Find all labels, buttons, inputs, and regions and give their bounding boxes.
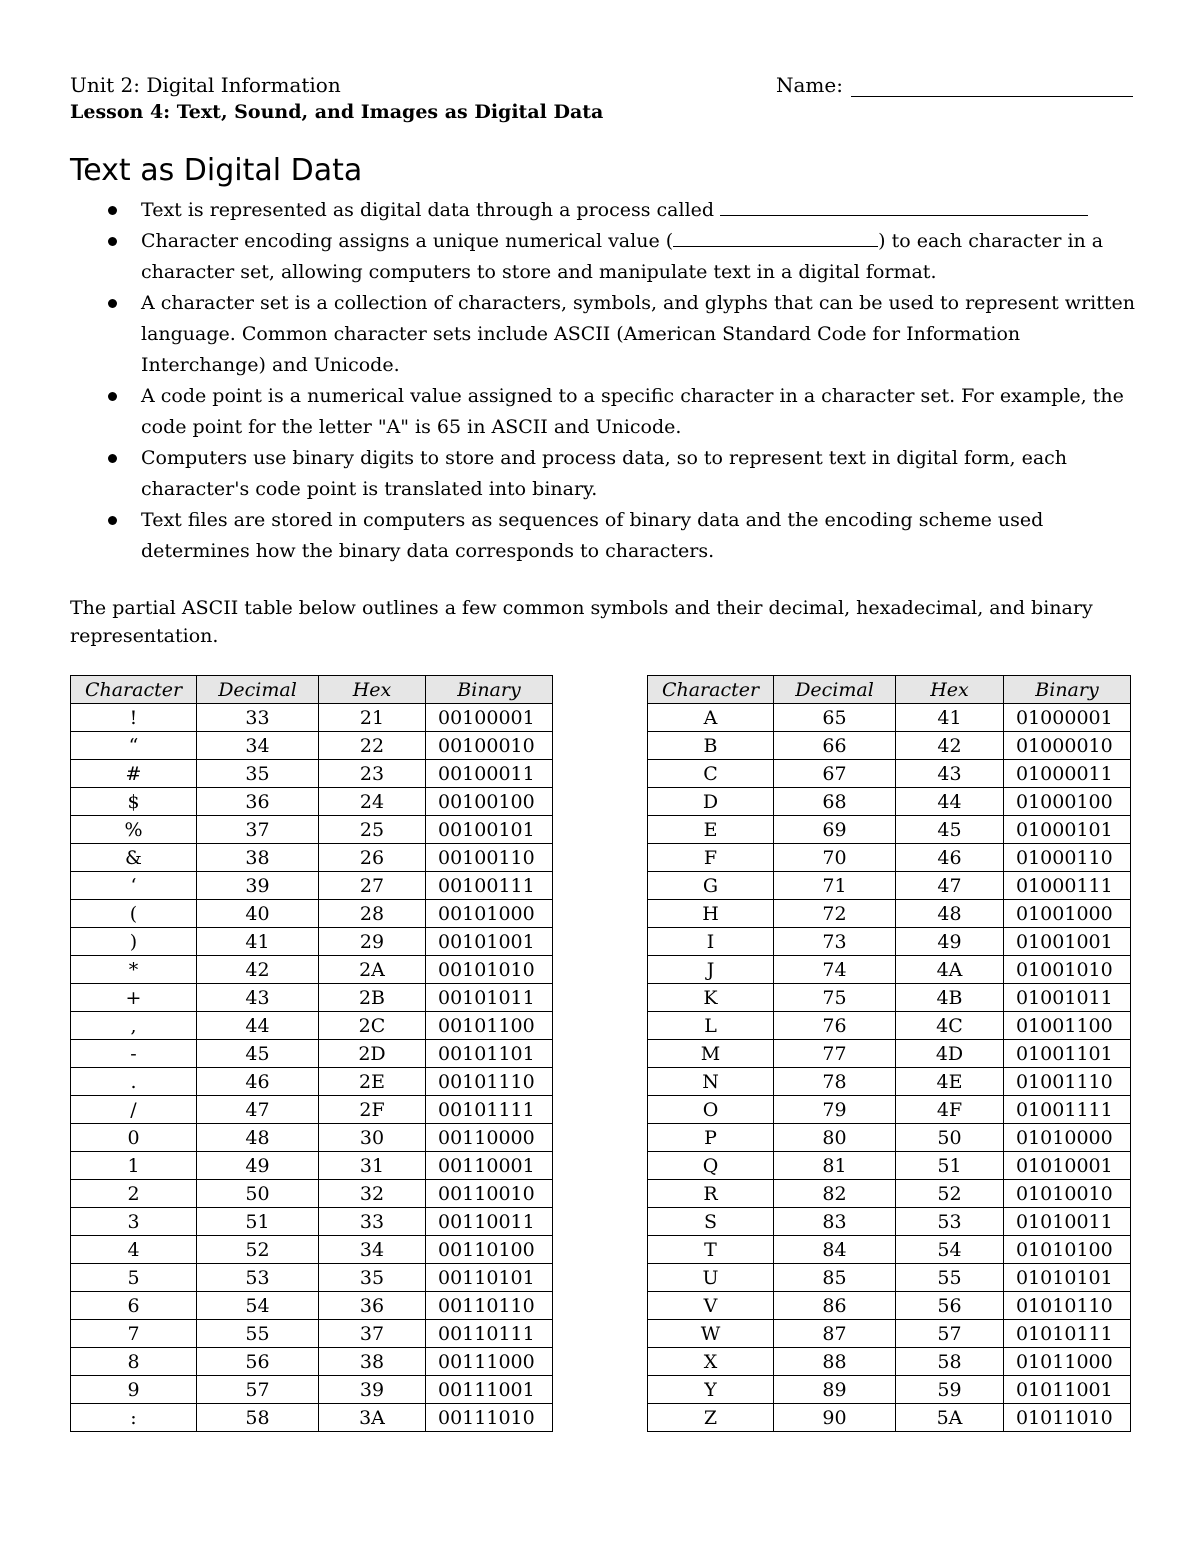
cell-binary: 00110100 [426,1236,553,1264]
cell-binary: 00111000 [426,1348,553,1376]
cell-hex: 42 [896,732,1004,760]
cell-binary: 00101101 [426,1040,553,1068]
cell-binary: 01001111 [1004,1096,1131,1124]
name-label: Name: [776,73,843,97]
cell-hex: 21 [319,704,426,732]
table-row [71,788,553,816]
cell-decimal: 58 [197,1404,319,1432]
table-row [71,844,553,872]
table-row [648,1264,1131,1292]
cell-character: 9 [71,1376,197,1404]
table-row [71,1236,553,1264]
cell-hex: 2D [319,1040,426,1068]
cell-character: V [648,1292,774,1320]
cell-hex: 43 [896,760,1004,788]
table-row [648,704,1131,732]
cell-binary: 00111001 [426,1376,553,1404]
cell-character: 4 [71,1236,197,1264]
cell-binary: 00110111 [426,1320,553,1348]
cell-binary: 00101001 [426,928,553,956]
cell-hex: 47 [896,872,1004,900]
cell-character: ) [71,928,197,956]
cell-decimal: 44 [197,1012,319,1040]
cell-decimal: 82 [774,1180,896,1208]
table-row [648,788,1131,816]
name-blank-line[interactable] [851,74,1133,97]
cell-character: # [71,760,197,788]
cell-binary: 00101010 [426,956,553,984]
cell-hex: 57 [896,1320,1004,1348]
table-row [648,1152,1131,1180]
col-header-hex: Hex [896,676,1004,704]
cell-decimal: 35 [197,760,319,788]
cell-character: S [648,1208,774,1236]
cell-decimal: 78 [774,1068,896,1096]
table-row [648,1012,1131,1040]
cell-hex: 44 [896,788,1004,816]
table-row [648,760,1131,788]
table-row [648,1348,1131,1376]
cell-binary: 00110011 [426,1208,553,1236]
cell-hex: 34 [319,1236,426,1264]
cell-hex: 27 [319,872,426,900]
cell-hex: 41 [896,704,1004,732]
bullet-item [70,443,1140,505]
section-title: Text as Digital Data [70,153,363,188]
cell-decimal: 56 [197,1348,319,1376]
cell-binary: 00110010 [426,1180,553,1208]
cell-decimal: 40 [197,900,319,928]
cell-hex: 4B [896,984,1004,1012]
table-intro: The partial ASCII table below outlines a few common symbols and their decimal, hexadecimal, and binary representation. [70,597,1093,647]
bullet-text: A character set is a collection of characters, symbols, and glyphs that can be used to represent written language. Common character sets include ASCII (American Standard Code for Information Interchange) and Unicode. [141,292,1135,376]
cell-binary: 01001010 [1004,956,1131,984]
cell-decimal: 53 [197,1264,319,1292]
cell-character: W [648,1320,774,1348]
cell-decimal: 55 [197,1320,319,1348]
table-row [71,1376,553,1404]
fill-in-blank-value[interactable] [673,228,878,247]
cell-hex: 46 [896,844,1004,872]
cell-decimal: 38 [197,844,319,872]
cell-decimal: 69 [774,816,896,844]
cell-character: G [648,872,774,900]
cell-character: M [648,1040,774,1068]
cell-binary: 01000101 [1004,816,1131,844]
cell-binary: 01001000 [1004,900,1131,928]
cell-decimal: 42 [197,956,319,984]
cell-binary: 01010101 [1004,1264,1131,1292]
cell-binary: 01000010 [1004,732,1131,760]
table-row [648,1040,1131,1068]
lesson-title: Lesson 4: Text, Sound, and Images as Digital Data [70,101,604,123]
cell-binary: 00100101 [426,816,553,844]
cell-character: ( [71,900,197,928]
table-row [648,928,1131,956]
bullet-item [70,288,1140,381]
cell-character: H [648,900,774,928]
cell-character: 6 [71,1292,197,1320]
cell-character: 5 [71,1264,197,1292]
cell-hex: 4F [896,1096,1004,1124]
unit-title: Unit 2: Digital Information [70,73,341,97]
cell-character: , [71,1012,197,1040]
bullet-text: A code point is a numerical value assigned to a specific character in a character set. For example, the code point for the letter "A" is 65 in ASCII and Unicode. [141,385,1124,438]
cell-hex: 58 [896,1348,1004,1376]
cell-hex: 26 [319,844,426,872]
cell-binary: 01001011 [1004,984,1131,1012]
table-row [648,1208,1131,1236]
bullet-text: Computers use binary digits to store and process data, so to represent text in digital form, each character's code point is translated into binary. [141,447,1068,500]
table-row [71,1068,553,1096]
cell-decimal: 43 [197,984,319,1012]
cell-hex: 33 [319,1208,426,1236]
cell-hex: 25 [319,816,426,844]
cell-character: F [648,844,774,872]
col-header-character: Character [648,676,774,704]
cell-decimal: 47 [197,1096,319,1124]
cell-hex: 23 [319,760,426,788]
cell-binary: 01001001 [1004,928,1131,956]
cell-character: B [648,732,774,760]
table-row [71,928,553,956]
cell-binary: 00101111 [426,1096,553,1124]
cell-hex: 55 [896,1264,1004,1292]
table-row [648,732,1131,760]
bullet-text-continued: ) to each character in a character set, allowing computers to store and manipulate text in a digital format. [141,230,1104,283]
cell-binary: 01001101 [1004,1040,1131,1068]
table-body [71,704,553,1432]
cell-character: & [71,844,197,872]
col-header-character: Character [71,676,197,704]
cell-character: D [648,788,774,816]
cell-binary: 01010100 [1004,1236,1131,1264]
cell-hex: 4E [896,1068,1004,1096]
cell-decimal: 86 [774,1292,896,1320]
cell-decimal: 52 [197,1236,319,1264]
cell-character: 0 [71,1124,197,1152]
cell-hex: 53 [896,1208,1004,1236]
cell-decimal: 71 [774,872,896,900]
cell-decimal: 89 [774,1376,896,1404]
cell-binary: 00101100 [426,1012,553,1040]
cell-character: - [71,1040,197,1068]
cell-decimal: 45 [197,1040,319,1068]
cell-character: + [71,984,197,1012]
cell-decimal: 66 [774,732,896,760]
table-row [71,1124,553,1152]
cell-character: % [71,816,197,844]
cell-binary: 01010000 [1004,1124,1131,1152]
cell-character: Z [648,1404,774,1432]
cell-decimal: 72 [774,900,896,928]
table-row [648,1376,1131,1404]
cell-decimal: 54 [197,1292,319,1320]
cell-hex: 56 [896,1292,1004,1320]
cell-decimal: 70 [774,844,896,872]
cell-character: I [648,928,774,956]
table-row [648,1180,1131,1208]
cell-binary: 00100010 [426,732,553,760]
table-row [648,1404,1131,1432]
cell-binary: 00110001 [426,1152,553,1180]
cell-hex: 51 [896,1152,1004,1180]
cell-decimal: 67 [774,760,896,788]
table-row [648,1236,1131,1264]
cell-decimal: 81 [774,1152,896,1180]
cell-binary: 01000111 [1004,872,1131,900]
cell-binary: 00100111 [426,872,553,900]
cell-decimal: 57 [197,1376,319,1404]
table-row [648,1096,1131,1124]
bullet-text: Text is represented as digital data through a process called [141,199,721,221]
cell-hex: 4A [896,956,1004,984]
cell-hex: 35 [319,1264,426,1292]
bullet-item [70,381,1140,443]
cell-character: T [648,1236,774,1264]
bullet-item [70,226,1140,288]
cell-character: Y [648,1376,774,1404]
table-row [648,1124,1131,1152]
cell-binary: 01000100 [1004,788,1131,816]
cell-decimal: 84 [774,1236,896,1264]
cell-hex: 37 [319,1320,426,1348]
table-row [71,816,553,844]
cell-decimal: 34 [197,732,319,760]
col-header-decimal: Decimal [774,676,896,704]
cell-hex: 30 [319,1124,426,1152]
cell-decimal: 85 [774,1264,896,1292]
cell-hex: 45 [896,816,1004,844]
cell-binary: 00110101 [426,1264,553,1292]
cell-binary: 00101110 [426,1068,553,1096]
cell-hex: 38 [319,1348,426,1376]
cell-decimal: 79 [774,1096,896,1124]
col-header-hex: Hex [319,676,426,704]
cell-character: * [71,956,197,984]
cell-character: 2 [71,1180,197,1208]
cell-decimal: 41 [197,928,319,956]
cell-decimal: 46 [197,1068,319,1096]
cell-decimal: 74 [774,956,896,984]
col-header-decimal: Decimal [197,676,319,704]
cell-hex: 4D [896,1040,1004,1068]
table-row [71,1264,553,1292]
cell-decimal: 83 [774,1208,896,1236]
ascii-table-symbols [70,675,553,1432]
cell-character: L [648,1012,774,1040]
cell-binary: 01010010 [1004,1180,1131,1208]
cell-character: C [648,760,774,788]
cell-character: Q [648,1152,774,1180]
cell-binary: 01011010 [1004,1404,1131,1432]
cell-character: K [648,984,774,1012]
cell-binary: 01000001 [1004,704,1131,732]
cell-decimal: 87 [774,1320,896,1348]
cell-binary: 00110000 [426,1124,553,1152]
cell-binary: 01010011 [1004,1208,1131,1236]
table-row [648,872,1131,900]
cell-hex: 36 [319,1292,426,1320]
table-row [71,732,553,760]
cell-character: U [648,1264,774,1292]
cell-character: / [71,1096,197,1124]
cell-binary: 01001100 [1004,1012,1131,1040]
cell-binary: 01000110 [1004,844,1131,872]
cell-decimal: 88 [774,1348,896,1376]
cell-binary: 01011001 [1004,1376,1131,1404]
cell-hex: 39 [319,1376,426,1404]
cell-decimal: 51 [197,1208,319,1236]
cell-binary: 00100011 [426,760,553,788]
cell-binary: 00101011 [426,984,553,1012]
cell-decimal: 39 [197,872,319,900]
fill-in-blank-process[interactable] [720,197,1088,216]
cell-character: O [648,1096,774,1124]
cell-binary: 00111010 [426,1404,553,1432]
table-row [71,1208,553,1236]
cell-hex: 48 [896,900,1004,928]
cell-hex: 32 [319,1180,426,1208]
table-row [71,1348,553,1376]
table-row [648,844,1131,872]
cell-hex: 52 [896,1180,1004,1208]
cell-character: R [648,1180,774,1208]
cell-binary: 00101000 [426,900,553,928]
cell-decimal: 75 [774,984,896,1012]
cell-binary: 01010111 [1004,1320,1131,1348]
cell-binary: 00100001 [426,704,553,732]
col-header-binary: Binary [426,676,553,704]
cell-character: 3 [71,1208,197,1236]
col-header-binary: Binary [1004,676,1131,704]
cell-character: P [648,1124,774,1152]
cell-decimal: 76 [774,1012,896,1040]
name-field [776,73,1133,97]
cell-binary: 01011000 [1004,1348,1131,1376]
cell-character: J [648,956,774,984]
table-row [648,900,1131,928]
cell-binary: 01001110 [1004,1068,1131,1096]
table-row [71,760,553,788]
cell-character: : [71,1404,197,1432]
cell-hex: 2E [319,1068,426,1096]
cell-character: E [648,816,774,844]
cell-character: 8 [71,1348,197,1376]
cell-binary: 00100100 [426,788,553,816]
table-row [648,984,1131,1012]
table-row [71,872,553,900]
cell-binary: 01010110 [1004,1292,1131,1320]
bullet-text: Character encoding assigns a unique numerical value ( [141,230,674,252]
cell-character: 1 [71,1152,197,1180]
cell-hex: 49 [896,928,1004,956]
cell-character: N [648,1068,774,1096]
cell-decimal: 68 [774,788,896,816]
table-row [71,1404,553,1432]
cell-character: . [71,1068,197,1096]
table-row [71,1096,553,1124]
table-row [71,1320,553,1348]
cell-decimal: 73 [774,928,896,956]
cell-character: ! [71,704,197,732]
cell-hex: 3A [319,1404,426,1432]
cell-hex: 5A [896,1404,1004,1432]
table-row [71,1180,553,1208]
cell-binary: 01010001 [1004,1152,1131,1180]
cell-hex: 29 [319,928,426,956]
cell-binary: 00100110 [426,844,553,872]
cell-binary: 01000011 [1004,760,1131,788]
cell-hex: 2C [319,1012,426,1040]
table-row [71,984,553,1012]
cell-hex: 50 [896,1124,1004,1152]
cell-decimal: 37 [197,816,319,844]
cell-binary: 00110110 [426,1292,553,1320]
cell-decimal: 36 [197,788,319,816]
cell-hex: 28 [319,900,426,928]
bullet-item [70,505,1140,567]
table-row [648,816,1131,844]
cell-hex: 4C [896,1012,1004,1040]
cell-decimal: 50 [197,1180,319,1208]
cell-hex: 2F [319,1096,426,1124]
table-row [71,1292,553,1320]
cell-decimal: 90 [774,1404,896,1432]
cell-character: X [648,1348,774,1376]
table-row [71,1152,553,1180]
table-row [648,1292,1131,1320]
cell-decimal: 77 [774,1040,896,1068]
bullet-item [70,195,1140,226]
table-row [648,956,1131,984]
table-header-row [71,676,553,704]
table-row [71,1040,553,1068]
cell-hex: 22 [319,732,426,760]
table-row [71,956,553,984]
table-row [648,1320,1131,1348]
cell-hex: 59 [896,1376,1004,1404]
cell-hex: 31 [319,1152,426,1180]
cell-character: ‘ [71,872,197,900]
table-row [71,704,553,732]
cell-character: A [648,704,774,732]
cell-decimal: 65 [774,704,896,732]
cell-character: $ [71,788,197,816]
table-header-row [648,676,1131,704]
cell-decimal: 48 [197,1124,319,1152]
bullet-text: Text files are stored in computers as sequences of binary data and the encoding scheme used determines how the binary data corresponds to characters. [141,509,1044,562]
cell-decimal: 33 [197,704,319,732]
cell-character: “ [71,732,197,760]
cell-decimal: 80 [774,1124,896,1152]
cell-hex: 2B [319,984,426,1012]
table-row [71,900,553,928]
table-body [648,704,1131,1432]
cell-hex: 24 [319,788,426,816]
cell-hex: 54 [896,1236,1004,1264]
cell-decimal: 49 [197,1152,319,1180]
ascii-table-letters [647,675,1131,1432]
table-row [71,1012,553,1040]
cell-character: 7 [71,1320,197,1348]
table-row [648,1068,1131,1096]
bullet-list [70,195,1140,567]
cell-hex: 2A [319,956,426,984]
